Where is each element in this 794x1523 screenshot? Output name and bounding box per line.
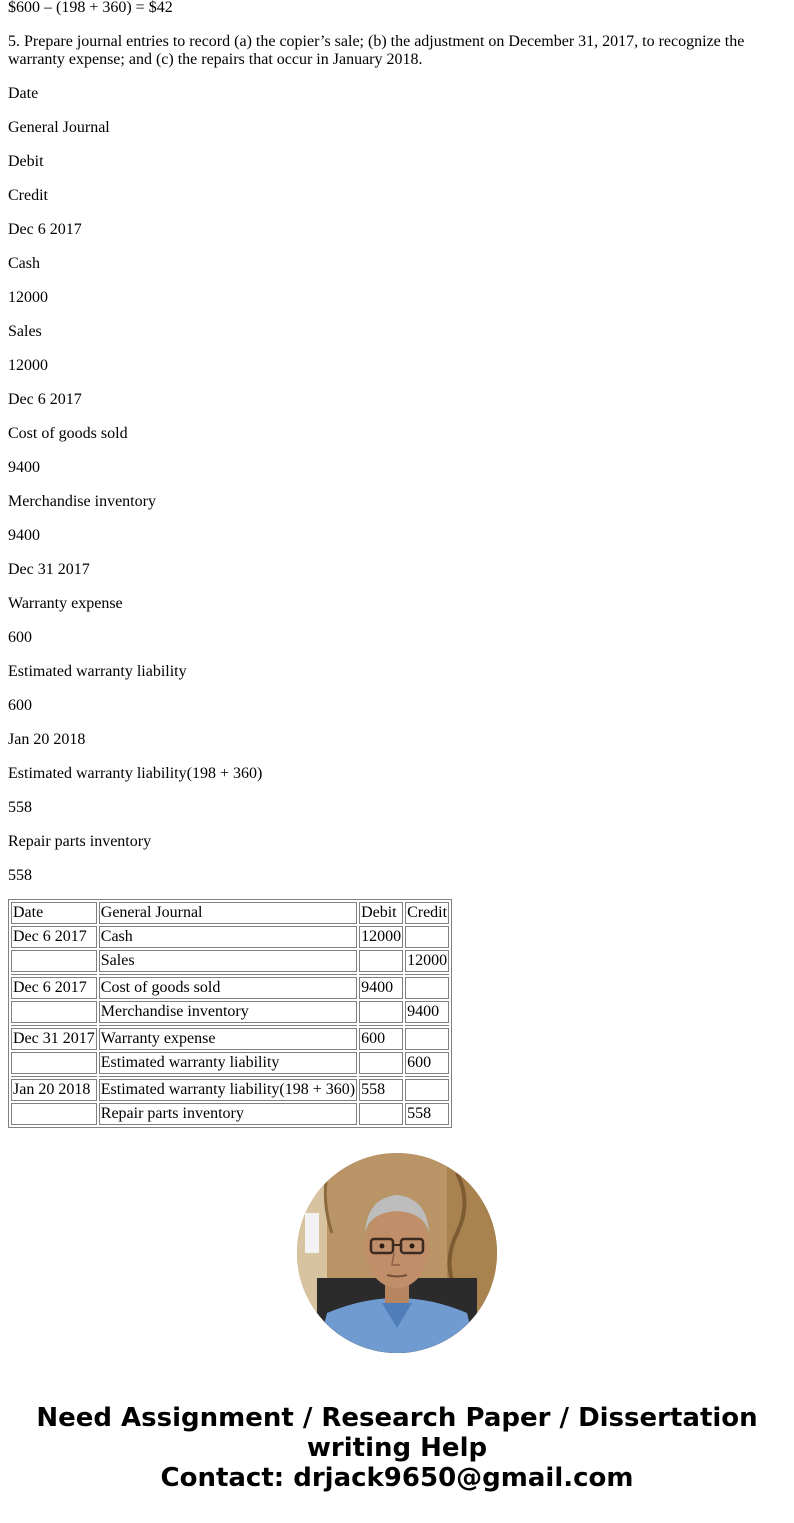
cell-date <box>11 1103 97 1125</box>
separator-cell <box>405 974 449 975</box>
flat-item: 600 <box>8 697 32 714</box>
table-row <box>11 1103 449 1125</box>
flat-item: Estimated warranty liability <box>8 663 187 680</box>
intro-line: $600 – (198 + 360) = $42 <box>8 0 173 16</box>
entry-separator <box>11 974 449 975</box>
cell-date: Dec 31 2017 <box>11 1028 97 1050</box>
cell-account: Warranty expense <box>99 1028 357 1050</box>
flat-item: Dec 31 2017 <box>8 561 90 578</box>
separator-cell <box>359 1025 403 1026</box>
cell-account: Estimated warranty liability <box>99 1052 357 1074</box>
cell-credit: 600 <box>405 1052 449 1074</box>
promo-line-2: writing Help <box>306 1433 488 1463</box>
journal-table <box>8 899 452 1128</box>
flat-item: Dec 6 2017 <box>8 221 82 238</box>
flat-item: Merchandise inventory <box>8 493 156 510</box>
flat-item: Dec 6 2017 <box>8 391 82 408</box>
cell-credit: 9400 <box>405 1001 449 1023</box>
separator-cell <box>11 1025 97 1026</box>
cell-credit: 12000 <box>405 950 449 972</box>
cell-account: Estimated warranty liability(198 + 360) <box>99 1079 357 1101</box>
table-row <box>11 926 449 948</box>
cell-debit <box>359 950 403 972</box>
table-row <box>11 1052 449 1074</box>
separator-cell <box>359 1076 403 1077</box>
separator-cell <box>405 1025 449 1026</box>
flat-item: 9400 <box>8 459 40 476</box>
flat-item: 9400 <box>8 527 40 544</box>
cell-debit <box>359 1103 403 1125</box>
person-portrait-icon <box>297 1153 497 1353</box>
flat-item: Debit <box>8 153 44 170</box>
table-row <box>11 950 449 972</box>
cell-date: Jan 20 2018 <box>11 1079 97 1101</box>
separator-cell <box>11 974 97 975</box>
table-header-row <box>11 902 449 924</box>
cell-debit <box>359 1052 403 1074</box>
cell-debit: 9400 <box>359 977 403 999</box>
cell-date: Dec 6 2017 <box>11 926 97 948</box>
cell-account: Cost of goods sold <box>99 977 357 999</box>
cell-debit: 558 <box>359 1079 403 1101</box>
flat-item: Cost of goods sold <box>8 425 128 442</box>
table-header-cell: General Journal <box>99 902 357 924</box>
table-header-cell: Date <box>11 902 97 924</box>
flat-item: Credit <box>8 187 48 204</box>
flat-item: Repair parts inventory <box>8 833 152 850</box>
promo-line-1: Need Assignment / Research Paper / Dissertation <box>36 1403 758 1433</box>
separator-cell <box>99 974 357 975</box>
separator-cell <box>405 1076 449 1077</box>
flat-item: 12000 <box>8 289 48 306</box>
table-row <box>11 977 449 999</box>
table-row <box>11 1079 449 1101</box>
table-header-cell: Debit <box>359 902 403 924</box>
cell-credit <box>405 1079 449 1101</box>
flat-item: Sales <box>8 323 42 340</box>
flat-item: 558 <box>8 799 32 816</box>
flat-item: 12000 <box>8 357 48 374</box>
cell-account: Repair parts inventory <box>99 1103 357 1125</box>
entry-separator <box>11 1025 449 1026</box>
cell-credit: 558 <box>405 1103 449 1125</box>
cell-date <box>11 950 97 972</box>
flat-item: Estimated warranty liability(198 + 360) <box>8 765 263 782</box>
cell-account: Sales <box>99 950 357 972</box>
cell-debit <box>359 1001 403 1023</box>
cell-date <box>11 1001 97 1023</box>
separator-cell <box>11 1076 97 1077</box>
flat-item: Cash <box>8 255 40 272</box>
cell-credit <box>405 1028 449 1050</box>
separator-cell <box>99 1076 357 1077</box>
document-body <box>8 0 786 1128</box>
flat-journal-list <box>8 85 786 885</box>
cell-date <box>11 1052 97 1074</box>
flat-item: 600 <box>8 629 32 646</box>
flat-item: General Journal <box>8 119 110 136</box>
flat-item: Warranty expense <box>8 595 123 612</box>
flat-item: 558 <box>8 867 32 884</box>
cell-account: Merchandise inventory <box>99 1001 357 1023</box>
cell-debit: 600 <box>359 1028 403 1050</box>
separator-cell <box>359 974 403 975</box>
cell-credit <box>405 977 449 999</box>
cell-debit: 12000 <box>359 926 403 948</box>
promo-line-3: Contact: drjack9650@gmail.com <box>160 1463 634 1493</box>
flat-item: Jan 20 2018 <box>8 731 86 748</box>
table-row <box>11 1001 449 1023</box>
author-avatar <box>297 1153 497 1353</box>
question-text: 5. Prepare journal entries to record (a) the copier’s sale; (b) the adjustment on December 31, 2017, to recognize the warranty expense; and (c) the repairs that occur in January 2018. <box>8 33 745 68</box>
table-header-cell: Credit <box>405 902 449 924</box>
cell-credit <box>405 926 449 948</box>
flat-item: Date <box>8 85 39 102</box>
separator-cell <box>99 1025 357 1026</box>
promo-banner <box>0 1403 794 1493</box>
entry-separator <box>11 1076 449 1077</box>
table-row <box>11 1028 449 1050</box>
cell-account: Cash <box>99 926 357 948</box>
cell-date: Dec 6 2017 <box>11 977 97 999</box>
